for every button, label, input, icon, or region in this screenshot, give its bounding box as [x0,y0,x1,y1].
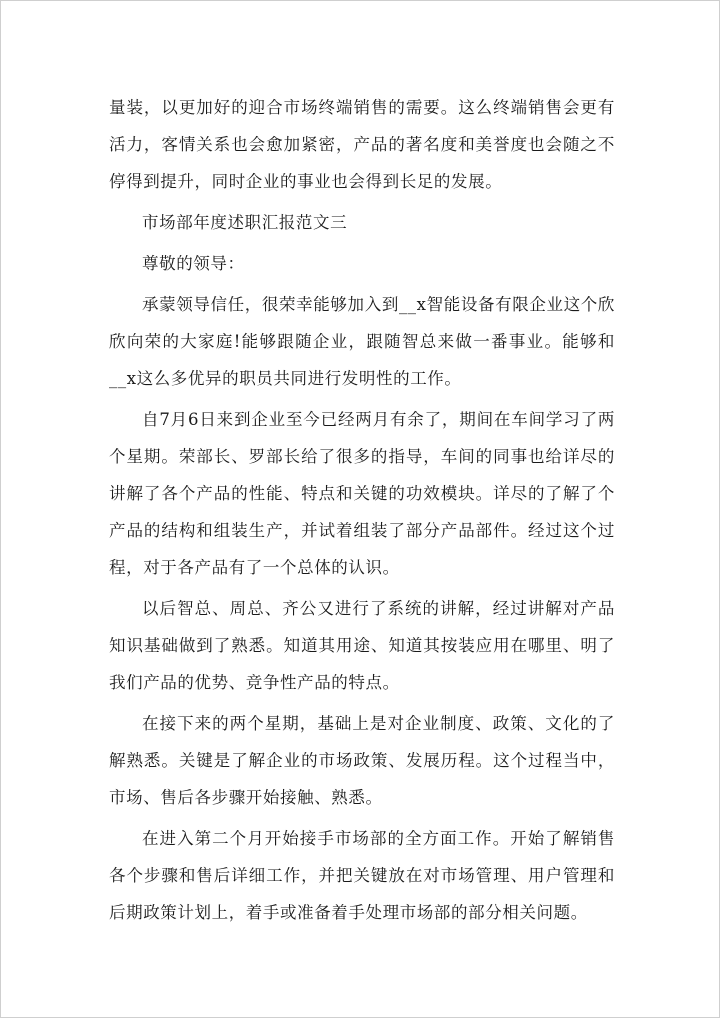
paragraph: 在进入第二个月开始接手市场部的全方面工作。开始了解销售各个步骤和售后详细工作，并把关键放在对市场管理、用户管理和后期政策计划上，着手或准备着手处理市场部的部分相关问题。 [109,829,615,922]
paragraph: 在接下来的两个星期，基础上是对企业制度、政策、文化的了解熟悉。关键是了解企业的市场政策、发展历程。这个过程当中，市场、售后各步骤开始接触、熟悉。 [109,714,615,807]
section-heading: 市场部年度述职汇报范文三 [142,213,348,232]
salutation: 尊敬的领导： [142,254,245,273]
paragraph: 自7月6日来到企业至今已经两月有余了，期间在车间学习了两个星期。荣部长、罗部长给了很多的指导，车间的同事也给详尽的讲解了各个产品的性能、特点和关键的功效模块。详尽的了解了个产品的结构和组装生产，并试着组装了部分产品部件。经过这个过程，对于各产品有了一个总体的认识。 [109,410,615,577]
document-body [109,89,615,935]
paragraph: 承蒙领导信任，很荣幸能够加入到__x智能设备有限企业这个欣欣向荣的大家庭!能够跟随企业，跟随智总来做一番事业。能够和__x这么多优异的职员共同进行发明性的工作。 [109,295,615,388]
paragraph: 以后智总、周总、齐公又进行了系统的讲解，经过讲解对产品知识基础做到了熟悉。知道其用途、知道其按装应用在哪里、明了我们产品的优势、竞争性产品的特点。 [109,599,615,692]
paragraph-continuation: 量装，以更加好的迎合市场终端销售的需要。这么终端销售会更有活力，客情关系也会愈加紧密，产品的著名度和美誉度也会随之不停得到提升，同时企业的事业也会得到长足的发展。 [109,98,615,191]
